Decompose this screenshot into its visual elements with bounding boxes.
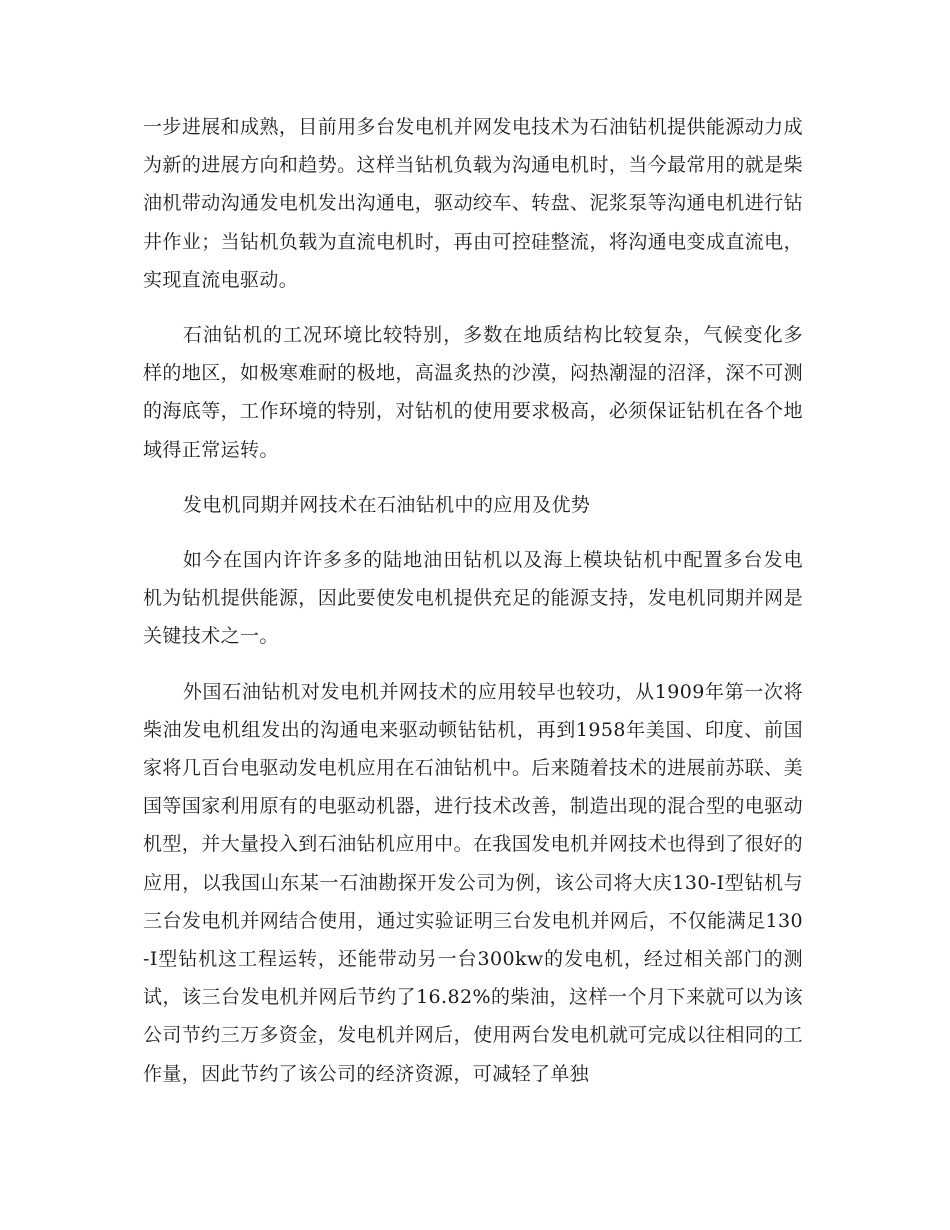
document-page <box>143 108 803 1110</box>
paragraph-domestic-application: 如今在国内许许多多的陆地油田钻机以及海上模块钻机中配置多台发电机为钻机提供能源，因此要使发电机提供充足的能源支持，发电机同期并网是关键技术之一。 <box>143 549 803 648</box>
paragraph-working-environment: 石油钻机的工况环境比较特别，多数在地质结构比较复杂，气候变化多样的地区，如极寒难耐的极地，高温炙热的沙漠，闷热潮湿的沼泽，深不可测的海底等，工作环境的特别，对钻机的使用要求极高，必须保证钻机在各个地域得正常运转。 <box>143 324 803 461</box>
paragraph-foreign-application: 外国石油钻机对发电机并网技术的应用较早也较功，从1909年第一次将柴油发电机组发出的沟通电来驱动顿钻钻机，再到1958年美国、印度、前国家将几百台电驱动发电机应用在石油钻机中。后来随着技术的进展前苏联、美国等国家利用原有的电驱动机器，进行技术改善，制造出现的混合型的电驱动机型，并大量投入到石油钻机应用中。在我国发电机并网技术也得到了很好的应用，以我国山东某一石油勘探开发公司为例，该公司将大庆130-I型钻机与三台发电机并网结合使用，通过实验证明三台发电机并网后，不仅能满足130-I型钻机这工程运转，还能带动另一台300kw的发电机，经过相关部门的测试，该三台发电机并网后节约了16.82%的柴油，这样一个月下来就可以为该公司节约三万多资金，发电机并网后，使用两台发电机就可完成以往相同的工作量，因此节约了该公司的经济资源，可减轻了单独 <box>143 680 803 1085</box>
paragraph-continuation: 一步进展和成熟，目前用多台发电机并网发电技术为石油钻机提供能源动力成为新的进展方向和趋势。这样当钻机负载为沟通电机时，当今最常用的就是柴油机带动沟通发电机发出沟通电，驱动绞车、转盘、泥浆泵等沟通电机进行钻井作业；当钻机负载为直流电机时，再由可控硅整流，将沟通电变成直流电，实现直流电驱动。 <box>143 116 803 291</box>
section-heading: 发电机同期并网技术在石油钻机中的应用及优势 <box>182 493 591 516</box>
